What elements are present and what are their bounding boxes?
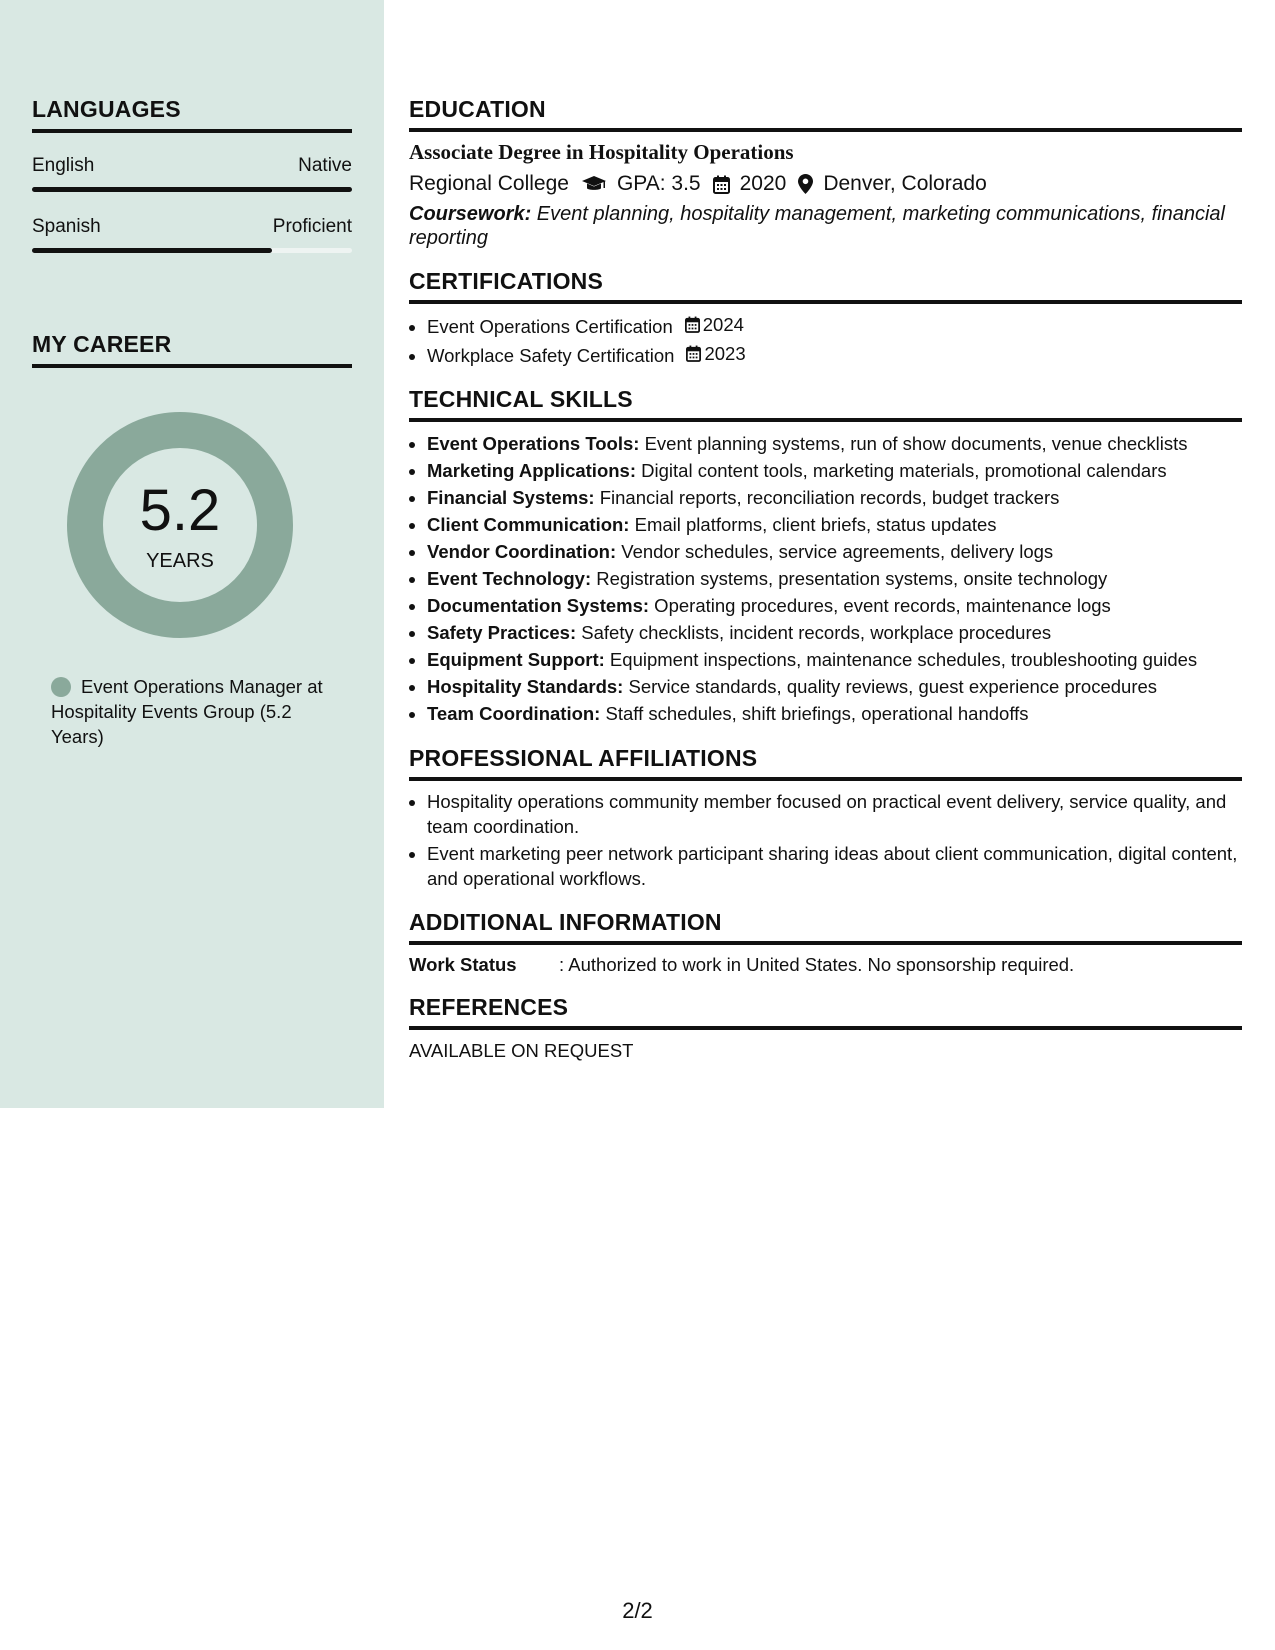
language-name: Spanish [32,216,101,237]
skill-text: Operating procedures, event records, maintenance logs [649,595,1111,616]
certification-year: 2023 [704,343,746,364]
list-item [427,484,1242,511]
career-legend-dot [51,677,71,697]
education-year: 2020 [739,172,787,195]
skill-text: Staff schedules, shift briefings, operational handoffs [600,703,1029,724]
additional-info-heading: ADDITIONAL INFORMATION [409,909,1242,945]
list-item [427,341,1242,368]
certification-year: 2024 [702,314,744,335]
skill-label: Client Communication: [427,514,630,535]
skill-text: Digital content tools, marketing materials, promotional calendars [636,460,1167,481]
list-item [427,592,1242,619]
certifications-heading: CERTIFICATIONS [409,268,1242,304]
technical-skills-section [409,386,1242,727]
language-level: Proficient [272,216,352,237]
certification-name: Event Operations Certification [427,316,673,337]
location-pin-icon [798,174,813,194]
career-donut [67,412,293,638]
sidebar-content [32,96,352,749]
language-level: Native [298,155,352,176]
skill-text: Email platforms, client briefs, status updates [629,514,997,535]
main-content [409,96,1242,1080]
skill-label: Hospitality Standards: [427,676,624,697]
language-spanish [32,216,352,253]
skill-text: Vendor schedules, service agreements, delivery logs [616,541,1054,562]
skill-text: Equipment inspections, maintenance schedules, troubleshooting guides [604,649,1198,670]
skill-label: Safety Practices: [427,622,577,643]
skill-label: Marketing Applications: [427,460,637,481]
language-proficiency-fill [32,248,272,253]
languages-heading: LANGUAGES [32,96,352,133]
skill-label: Financial Systems: [427,487,595,508]
list-item [427,673,1242,700]
calendar-icon [686,345,704,362]
career-entry [51,674,341,749]
list-item [427,538,1242,565]
skill-label: Vendor Coordination: [427,541,617,562]
career-entry-text: Event Operations Manager at Hospitality Events Group (5.2 Years) [51,676,323,747]
education-coursework [409,202,1242,250]
language-proficiency-bar [32,187,352,192]
career-years-value: 5.2 [139,478,221,543]
technical-skills-heading: TECHNICAL SKILLS [409,386,1242,422]
education-section [409,96,1242,250]
references-heading: REFERENCES [409,994,1242,1030]
coursework-text: Event planning, hospitality management, marketing communications, financial reporting [409,203,1225,249]
education-heading: EDUCATION [409,96,1242,132]
education-location: Denver, Colorado [823,172,987,195]
language-name: English [32,155,95,176]
career-heading: MY CAREER [32,331,352,368]
list-item [427,646,1242,673]
coursework-label: Coursework: [409,203,532,225]
technical-skills-list [409,430,1242,727]
graduation-cap-icon [581,175,607,193]
references-section [409,994,1242,1062]
career-years-unit: YEARS [146,550,214,572]
affiliations-list [409,789,1242,891]
work-status-row [409,954,1242,976]
list-item: • Hospitality operations community member focused on practical event delivery, service quality, and team coordination. [427,789,1242,839]
sidebar [0,0,384,1108]
skill-text: Safety checklists, incident records, workplace procedures [576,622,1052,643]
list-item [427,700,1242,727]
certification-name: Workplace Safety Certification [427,345,675,366]
education-school: Regional College [409,172,569,195]
affiliations-heading: PROFESSIONAL AFFILIATIONS [409,745,1242,781]
education-degree: Associate Degree in Hospitality Operations [409,140,794,164]
skill-label: Event Operations Tools: [427,433,640,454]
list-item [427,565,1242,592]
work-status-value: : Authorized to work in United States. No sponsorship required. [559,954,1075,975]
references-text: AVAILABLE ON REQUEST [409,1040,634,1061]
list-item: • Event marketing peer network participant sharing ideas about client communication, digital content, and operational workflows. [427,841,1242,891]
language-proficiency-fill [32,187,352,192]
list-item [427,430,1242,457]
skill-text: Event planning systems, run of show documents, venue checklists [639,433,1188,454]
skill-label: Event Technology: [427,568,592,589]
skill-text: Service standards, quality reviews, guest experience procedures [623,676,1158,697]
language-proficiency-bar [32,248,352,253]
list-item [427,457,1242,484]
certifications-list [409,312,1242,368]
list-item [427,511,1242,538]
skill-label: Team Coordination: [427,703,601,724]
skill-label: Documentation Systems: [427,595,650,616]
affiliations-section [409,745,1242,891]
education-meta [409,172,1242,196]
list-item [427,619,1242,646]
additional-info-section [409,909,1242,976]
skill-label: Equipment Support: [427,649,605,670]
work-status-label: Work Status [409,954,517,975]
list-item [427,312,1242,339]
skill-text: Registration systems, presentation systems, onsite technology [591,568,1108,589]
education-gpa: GPA: 3.5 [616,172,701,195]
calendar-icon [713,175,730,194]
certifications-section [409,268,1242,368]
language-english [32,155,352,192]
skill-text: Financial reports, reconciliation records, budget trackers [594,487,1060,508]
calendar-icon [685,316,703,333]
page-number: 2/2 [622,1598,653,1623]
